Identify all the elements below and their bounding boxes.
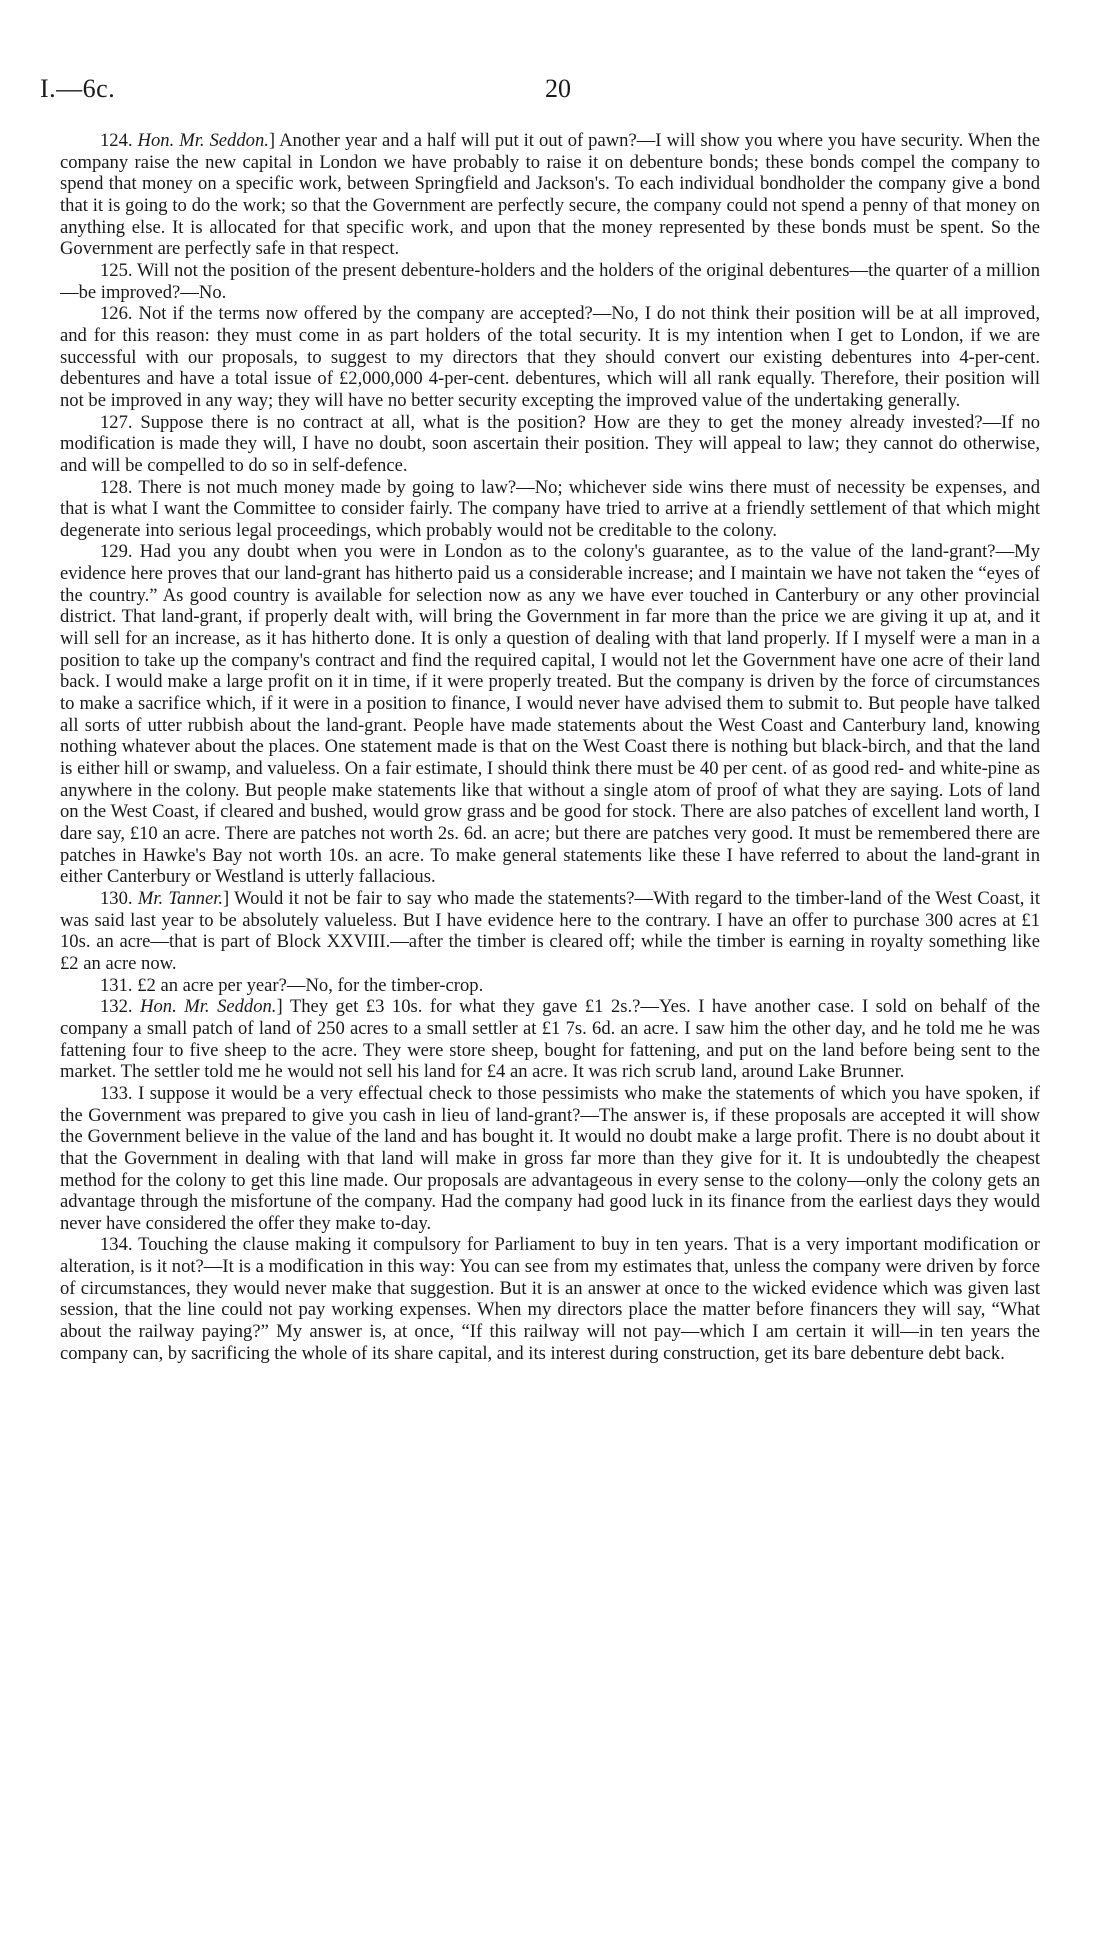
question-number: 131.: [100, 974, 133, 996]
page-header: [0, 74, 1114, 106]
question-number: 133.: [100, 1082, 133, 1104]
question-number: 125.: [100, 259, 133, 281]
question-number: 132.: [100, 996, 133, 1018]
paragraph-132: [60, 996, 1040, 1083]
paragraph-text: ] They get £3 10s. for what they gave £1 2s.?—Yes. I have another case. I sold on behalf of the company a small patch of land of 250 acres to a small settler at £1 7s. 6d. an acre. I saw him the other day, and he told me he was fattening four to five sheep to the acre. They were store sheep, bought for fattening, and put on the land before being sent to the market. The settler told me he would not sell his land for £4 an acre. It was rich scrub land, around Lake Brunner.: [60, 996, 1040, 1083]
page-number: 20: [545, 74, 571, 103]
question-number: 128.: [100, 476, 133, 498]
paragraph-text: Touching the clause making it compulsory for Parliament to buy in ten years. That is a very important modification or alteration, is it not?—It is a modification in this way: You can see from my estimates that, unless the company were driven by force of circumstances, they would never make that suggestion. But it is an answer at once to the wicked evidence which was given last session, that the line could not pay working expenses. When my directors place the matter before financers they will say, “What about the railway paying?” My answer is, at once, “If this railway will not pay—which I am certain it will—in ten years the company can, by sacrificing the whole of its share capital, and its interest during construction, get its bare debenture debt back.: [60, 1234, 1040, 1364]
speaker-name: Hon. Mr. Seddon.: [137, 130, 269, 151]
question-number: 134.: [100, 1234, 133, 1256]
paragraph-text: There is not much money made by going to law?—No; whichever side wins there must of necessity be expenses, and that is what I want the Committee to consider fairly. The company have tried to arrive at a friendly settlement of that which might degenerate into serious legal proceedings, which probably would not be creditable to the colony.: [60, 476, 1040, 541]
speaker-name: Hon. Mr. Seddon.: [140, 996, 277, 1018]
question-number: 129.: [100, 541, 133, 563]
paragraph-text: Will not the position of the present debenture-holders and the holders of the original debentures—the quarter of a million—be improved?—No.: [60, 259, 1040, 303]
speaker-name: Mr. Tanner.: [137, 887, 224, 909]
paragraph-text: ] Another year and a half will put it out of pawn?—I will show you where you have security. When the company raise the new capital in London we have probably to raise it on debenture bonds; these bonds compel the company to spend that money on a specific work, between Springfield and Jackson's. To each individual bondholder the company give a bond that it is going to do the work; so that the Government are perfectly secure, the company could not spend a penny of that money on anything else. It is allocated for that specific work, and upon that the money represented by these bonds must be spent. So the Government are perfectly safe in that respect.: [60, 130, 1040, 260]
paragraph-text: I suppose it would be a very effectual check to those pessimists who make the statements of which you have spoken, if the Government was prepared to give you cash in lieu of land-grant?—The answer is, if these proposals are accepted it will show the Government believe in the value of the land and has bought it. It would no doubt make a large profit. There is no doubt about it that the Government in dealing with that land will make in gross far more than they give for it. It is undoubtedly the cheapest method for the colony to get this line made. Our proposals are advantageous in every sense to the colony—only the colony gets an advantage through the misfortune of the company. Had the company had good luck in its finance from the earliest days they would never have considered the offer they make to-day.: [60, 1082, 1040, 1234]
paragraph-125: [60, 260, 1040, 303]
question-number: 124.: [100, 130, 133, 151]
paragraph-133: [60, 1083, 1040, 1235]
paragraph-text: ] Would it not be fair to say who made the statements?—With regard to the timber-land of the West Coast, it was said last year to be absolutely valueless. But I have evidence here to the contrary. I have an offer to purchase 300 acres at £1 10s. an acre—that is part of Block XXVIII.—after the timber is cleared off; while the timber is earning in royalty something like £2 an acre now.: [60, 887, 1040, 974]
paragraph-text: Suppose there is no contract at all, what is the position? How are they to get the money already invested?—If no modification is made they will, I have no doubt, soon ascertain their position. They will appeal to law; they cannot do otherwise, and will be compelled to do so in self-defence.: [60, 411, 1040, 476]
paragraph-text: £2 an acre per year?—No, for the timber-crop.: [132, 974, 484, 996]
document-reference: I.—6c.: [40, 74, 116, 103]
paragraph-130: [60, 888, 1040, 975]
paragraph-129: [60, 541, 1040, 888]
paragraph-131: [60, 975, 1040, 997]
paragraph-134: [60, 1234, 1040, 1364]
paragraph-text: Had you any doubt when you were in London as to the colony's guarantee, as to the value of the land-grant?—My evidence here proves that our land-grant has hitherto paid us a considerable increase; and I maintain we have not taken the “eyes of the country.” As good country is available for selection now as any we have ever touched in Canterbury or any other provincial district. That land-grant, if properly dealt with, will bring the Government in far more than the price we are giving it up at, and it will sell for an increase, as it has hitherto done. It is only a question of dealing with that land properly. If I myself were a man in a position to take up the company's contract and find the required capital, I would not let the Government have one acre of their land back. I would make a large profit on it in time, if it were properly treated. But the company is driven by the force of circumstances to make a sacrifice which, if it were in a position to finance, I would never have advised them to submit to. But people have talked all sorts of utter rubbish about the land-grant. People have made statements about the West Coast and Canterbury land, knowing nothing whatever about the places. One statement made is that on the West Coast there is nothing but black-birch, and that the land is either hill or swamp, and valueless. On a fair estimate, I should think there must be 40 per cent. of as good red- and white-pine as anywhere in the colony. But people make statements like that without a single atom of proof of what they are saying. Lots of land on the West Coast, if cleared and bushed, would grow grass and be good for stock. There are also patches of excellent land worth, I dare say, £10 an acre. There are patches not worth 2s. 6d. an acre; but there are patches very good. It must be remembered there are patches in Hawke's Bay not worth 10s. an acre. To make general statements like these I have referred to about the land-grant in either Canterbury or Westland is utterly fallacious.: [60, 541, 1040, 888]
paragraph-text: Not if the terms now offered by the company are accepted?—No, I do not think their position will be at all improved, and for this reason: they must come in as part holders of the total security. It is my intention when I get to London, if we are successful with our proposals, to suggest to my directors that they should convert our existing debentures into 4-per-cent. debentures and have a total issue of £2,000,000 4-per-cent. debentures, which will all rank equally. Therefore, their position will not be improved in any way; they will have no better security excepting the improved value of the undertaking generally.: [60, 303, 1040, 411]
paragraph-126: [60, 303, 1040, 411]
paragraph-127: [60, 412, 1040, 477]
paragraph-124: [60, 130, 1040, 260]
body-text: [60, 130, 1040, 1364]
question-number: 127.: [100, 411, 133, 433]
paragraph-128: [60, 477, 1040, 542]
question-number: 126.: [100, 303, 133, 325]
question-number: 130.: [100, 887, 133, 909]
